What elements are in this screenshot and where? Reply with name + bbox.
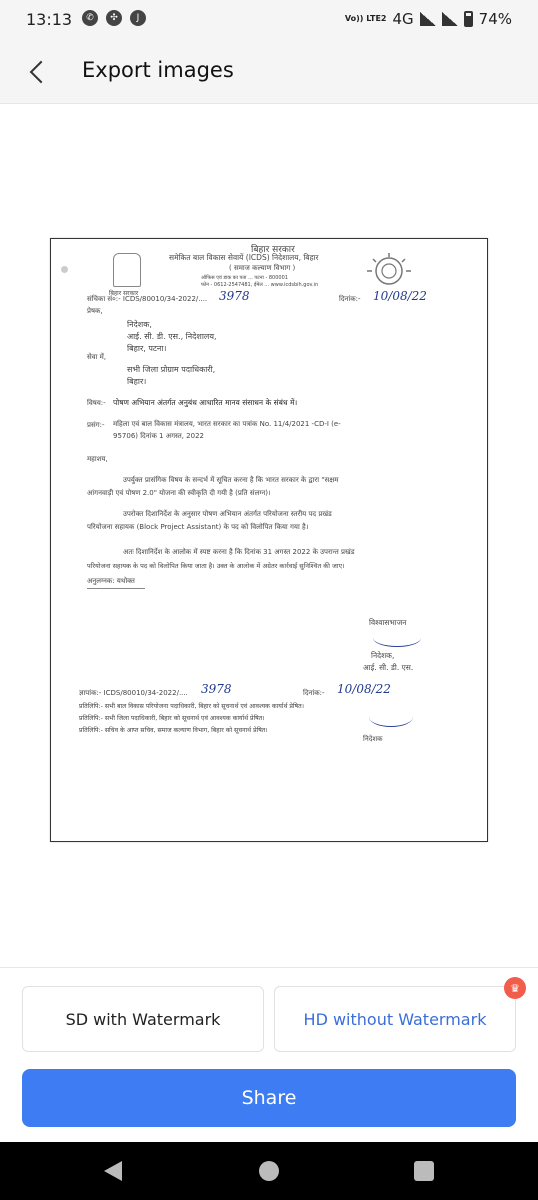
fan-app-icon: ✣ [106, 10, 122, 26]
letter-number-handwritten: 3978 [219, 289, 250, 303]
sd-with-watermark-button[interactable] [22, 986, 264, 1052]
bihar-emblem-left [113, 253, 141, 287]
battery-percent: 74% [478, 10, 512, 28]
doc-header-2: समेकित बाल विकास सेवायें (ICDS) निदेशालय, बिहार [169, 253, 319, 262]
crown-icon: ♛ [504, 977, 526, 999]
sd-label: SD with Watermark [65, 1009, 221, 1029]
para-3-line-2: परियोजना सहायक के पद को विलोपित किया जाता है। उक्त के आलोक में अग्रेतर कार्रवाई सुनिश्चित की जाए। [87, 562, 345, 570]
whatsapp-icon: ✆ [82, 10, 98, 26]
closing: विश्वासभाजन [369, 618, 407, 627]
para-3-line-1: अतः दिशानिर्देश के आलोक में स्पष्ट करना है कि दिनांक 31 अगस्त 2022 के उपरान्त प्रखंड [123, 548, 355, 556]
system-status [345, 10, 512, 28]
copy-line-2: प्रतिलिपि:- सभी जिला पदाधिकारी, बिहार को सूचनार्थ एवं आवश्यक कार्यार्थ प्रेषित। [79, 715, 265, 722]
salutation: महाशय, [87, 455, 108, 463]
document-preview [50, 238, 488, 842]
sender-1: निदेशक, [127, 320, 152, 329]
app-bar [0, 40, 538, 104]
date-label: दिनांक:- [339, 295, 361, 303]
from-label: प्रेषक, [87, 307, 103, 315]
volte-indicator: Vo)) LTE2 [344, 14, 387, 23]
letter-number: संचिका सं०:- ICDS/80010/34-2022/.... [87, 295, 208, 303]
subject-text: पोषण अभियान अंतर्गत अनुबंध आधारित मानव संसाधन के संबंध में। [113, 398, 298, 407]
signature-2 [369, 707, 413, 727]
memo-number: ज्ञापांक:- ICDS/80010/34-2022/.... [79, 689, 188, 697]
battery-icon [464, 11, 473, 27]
copy-line-1: प्रतिलिपि:- सभी बाल विकास परियोजना पदाधिकारी, बिहार को सूचनार्थ एवं आवश्यक कार्यार्थ प्रेषित। [79, 703, 304, 710]
doc-header-3: ( समाज कल्याण विभाग ) [229, 264, 296, 272]
copy-line-3: प्रतिलिपि:- सचिव के आप्त सचिव, समाज कल्याण विभाग, बिहार को सूचनार्थ प्रेषित। [79, 727, 268, 734]
page-title: Export images [82, 58, 234, 82]
doc-header-4: ऑफिस एवं डाक का पता ... पटना - 800001 [201, 275, 288, 281]
triangle-back-icon[interactable] [104, 1161, 122, 1181]
enclosure-underline [87, 588, 145, 589]
para-2-line-1: उपरोक्त दिशानिर्देश के अनुसार पोषण अभियान अंतर्गत परियोजना स्तरीय पद प्रखंड [123, 510, 332, 518]
memo-date-label: दिनांक:- [303, 689, 325, 697]
signal-2-icon [442, 12, 458, 26]
share-button[interactable] [22, 1069, 516, 1127]
recipient-2: बिहार। [127, 377, 147, 386]
memo-number-handwritten: 3978 [201, 682, 232, 696]
share-label: Share [241, 1087, 297, 1109]
notification-icons [82, 10, 146, 26]
recipient-1: सभी जिला प्रोग्राम पदाधिकारी, [127, 365, 216, 374]
to-label: सेवा में, [87, 353, 107, 361]
export-options-panel [0, 967, 538, 1142]
signal-icon [420, 12, 436, 26]
memo-date-handwritten: 10/08/22 [337, 682, 391, 696]
hd-label: HD without Watermark [303, 1009, 487, 1029]
circle-home-icon[interactable] [259, 1161, 279, 1181]
status-time: 13:13 [26, 10, 73, 29]
subject-label: विषय:- [87, 399, 106, 407]
system-nav-bar [0, 1142, 538, 1200]
chevron-left-icon [30, 61, 53, 84]
icds-logo [363, 249, 415, 289]
para-1-line-1: उपर्युक्त प्रासंगिक विषय के सन्दर्भ में सूचित करना है कि भारत सरकार के द्वारा "सक्षम [123, 476, 339, 484]
jio-icon: J [130, 10, 146, 26]
network-type: 4G [392, 10, 414, 28]
sender-2: आई. सी. डी. एस., निदेशालय, [127, 332, 217, 341]
reference-line-2: 95706) दिनांक 1 अगस्त, 2022 [113, 432, 204, 440]
enclosure: अनुलग्नक: यथोक्त [87, 577, 135, 585]
reference-line-1: महिला एवं बाल विकास मंत्रालय, भारत सरकार का पत्रांक No. 11/4/2021 -CD-I (e- [113, 420, 341, 428]
doc-header-5: फोन - 0612-2547481, ईमेल ... www.icdsbih.gov.in [201, 282, 319, 288]
para-2-line-2: परियोजना सहायक (Block Project Assistant) के पद को विलोपित किया गया है। [87, 523, 309, 531]
doc-header-1: बिहार सरकार [251, 245, 295, 255]
sender-3: बिहार, पटना। [127, 344, 167, 353]
left-seal-text: बिहार सरकार [109, 290, 139, 297]
hd-without-watermark-button[interactable] [274, 986, 516, 1052]
sign-title-1: निदेशक, [371, 651, 395, 660]
sign-title-3: निदेशक [363, 735, 383, 743]
sign-title-2: आई. सी. डी. एस. [363, 663, 414, 672]
signature-1 [373, 629, 421, 647]
back-button[interactable] [20, 54, 56, 90]
reference-label: प्रसंग:- [87, 421, 105, 429]
date-handwritten: 10/08/22 [373, 289, 427, 303]
punch-hole [61, 266, 68, 273]
para-1-line-2: आंगनवाड़ी एवं पोषण 2.0" योजना की स्वीकृति दी गयी है (प्रति संलग्न)। [87, 489, 271, 497]
square-recents-icon[interactable] [414, 1161, 434, 1181]
status-bar [0, 0, 538, 40]
